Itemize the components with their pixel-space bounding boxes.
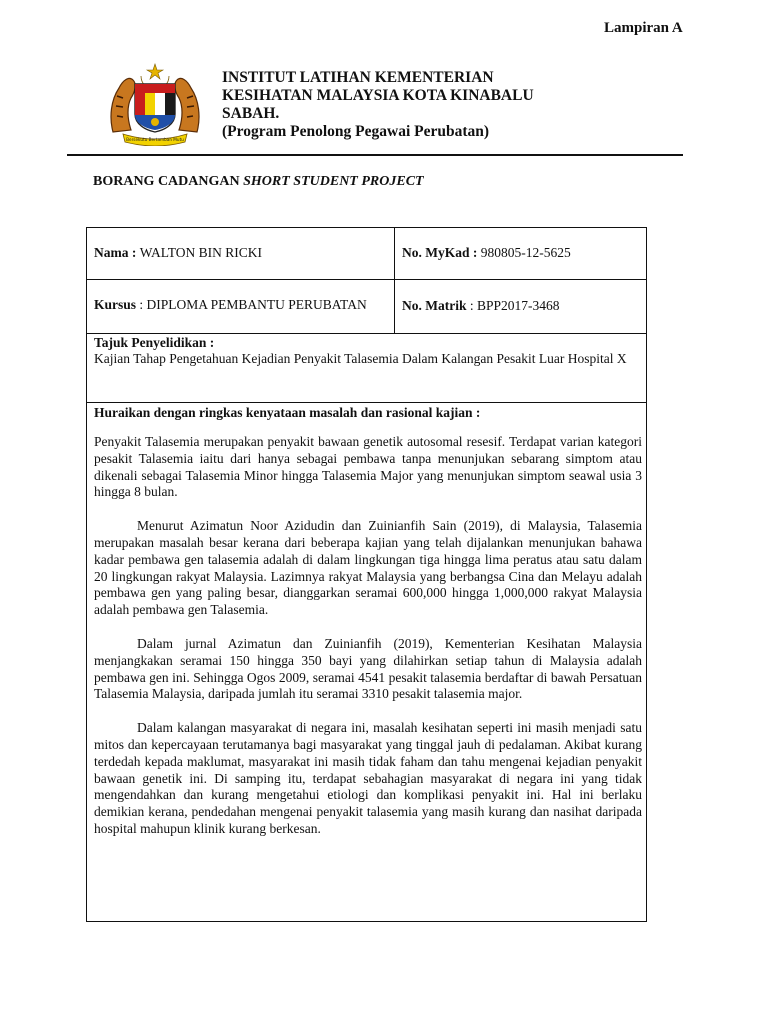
course-field (94, 297, 389, 314)
matric-value: : BPP2017-3468 (466, 298, 560, 313)
mykad-value: 980805-12-5625 (480, 245, 571, 260)
name-value: WALTON BIN RICKI (139, 245, 263, 260)
problem-statement-label: Huraikan dengan ringkas kenyataan masalah dan rasional kajian : (94, 405, 481, 420)
header-divider (67, 154, 683, 156)
matric-field (402, 298, 642, 314)
paragraph: Dalam kalangan masyarakat di negara ini, masalah kesihatan seperti ini masih menjadi satu mitos dan kepercayaan terutamanya bagi masyarakat yang tinggal jauh di pedalaman. Akibat kurang terdedah kepada maklumat, masyarakat ini masih tidak faham dan tahu mengenai kejadian penyakit bawaan genetik ini. Di samping itu, terdapat sebahagian masyarakat di negara ini yang tidak mengendahkan dan kurang mengetahui etiologi dan komplikasi penyakit ini. Hal ini berlaku demikian kerana, pendedahan mengenai penyakit talasemia yang masih kurang dan nasihat daripada hospital mahupun klinik kurang berkesan. (94, 720, 642, 836)
institute-name (222, 69, 534, 141)
coat-of-arms-icon (105, 62, 205, 146)
research-title-label: Tajuk Penyelidikan : (94, 335, 215, 350)
matric-label: No. Matrik (402, 298, 467, 313)
problem-statement-section (94, 405, 642, 838)
row-divider (87, 402, 646, 403)
institute-line: INSTITUT LATIHAN KEMENTERIAN (222, 69, 494, 86)
form-title-prefix: BORANG CADANGAN (93, 174, 244, 189)
research-title-value: Kajian Tahap Pengetahuan Kejadian Penyakit Talasemia Dalam Kalangan Pesakit Luar Hospital X (94, 351, 627, 366)
proposal-form-table (86, 227, 647, 922)
name-field (94, 245, 389, 261)
form-title-italic: SHORT STUDENT PROJECT (243, 174, 424, 189)
form-title (93, 174, 424, 190)
appendix-label: Lampiran A (604, 20, 683, 36)
row-divider (87, 279, 646, 280)
problem-statement-body (94, 434, 642, 838)
mykad-label: No. MyKad : (402, 245, 481, 260)
paragraph: Menurut Azimatun Noor Azidudin dan Zuinianfih Sain (2019), di Malaysia, Talasemia merupakan masalah besar kerana dari beberapa kajian yang telah dijalankan menunjukan bahawa kadar pembawa gen talasemia adalah di dalam lingkungan tiga hingga lima peratus atau satu dalam 20 lingkungan rakyat Malaysia. Lazimnya rakyat Malaysia yang berbangsa Cina dan Melayu adalah pembawa gen yang paling besar, dianggarkan seramai 600,000 hingga 1,000,000 rakyat Malaysia adalah pembawa gen Talasemia. (94, 518, 642, 618)
paragraph: Penyakit Talasemia merupakan penyakit bawaan genetik autosomal resesif. Terdapat varian kategori pesakit Talasemia iaitu dari hanya sebagai pembawa tanpa menunjukan sebarang simptom atau dikenali sebagai Talasemia Minor hingga Talasemia Major yang menunjukan simptom seawal usia 3 hingga 8 bulan. (94, 434, 642, 500)
institute-line: (Program Penolong Pegawai Perubatan) (222, 123, 490, 140)
column-divider (394, 228, 395, 333)
course-value: : DIPLOMA PEMBANTU PERUBATAN (139, 297, 367, 312)
course-label: Kursus (94, 297, 137, 312)
name-label: Nama : (94, 245, 140, 260)
paragraph: Dalam jurnal Azimatun dan Zuinianfih (2019), Kementerian Kesihatan Malaysia menjangkakan seramai 150 hingga 350 bayi yang dilahirkan setiap tahun di Malaysia adalah pembawa gen ini. Sehingga Ogos 2009, seramai 4541 pesakit talasemia berdaftar di bawah Persatuan Talasemia Malaysia, daripada jumlah itu seramai 3310 pesakit talasemia major. (94, 635, 642, 702)
institute-line: SABAH. (222, 105, 280, 122)
institute-line: KESIHATAN MALAYSIA KOTA KINABALU (222, 87, 534, 104)
motto-text: Bersekutu Bertambah Mutu (126, 137, 184, 142)
research-title-field (94, 334, 642, 368)
mykad-field (402, 245, 642, 261)
